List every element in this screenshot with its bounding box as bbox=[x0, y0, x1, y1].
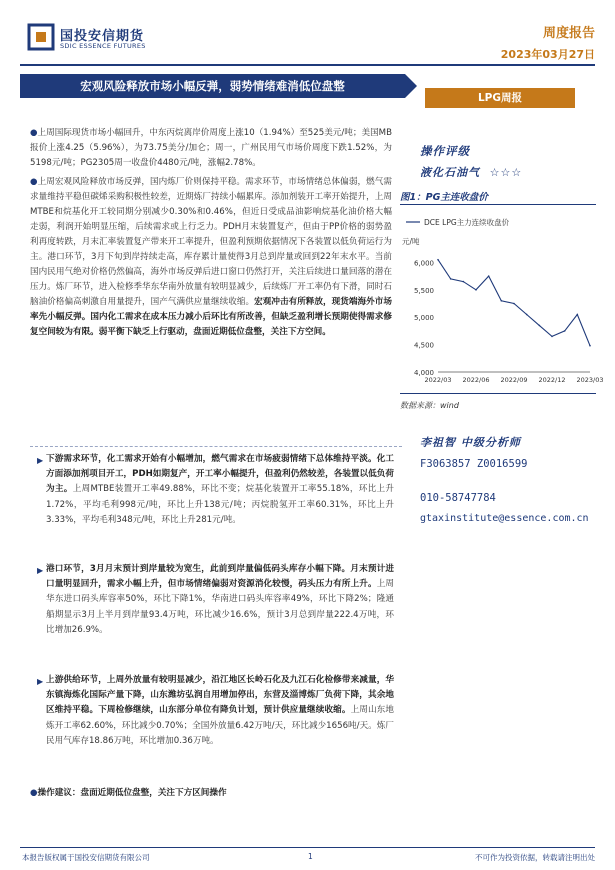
data-point bbox=[501, 300, 503, 302]
data-point bbox=[589, 345, 591, 347]
summary-section bbox=[30, 126, 392, 344]
x-tick-label: 2023/03 bbox=[576, 376, 604, 384]
analyst-registration: F3063857 Z0016599 bbox=[420, 458, 528, 470]
section-divider bbox=[30, 446, 402, 447]
page-number: 1 bbox=[308, 852, 313, 861]
data-point bbox=[577, 314, 579, 316]
data-point bbox=[463, 281, 465, 283]
report-date: 2023年03月27日 bbox=[500, 48, 595, 61]
analyst-name: 李祖智 中级分析师 bbox=[420, 436, 521, 449]
series-line bbox=[438, 260, 590, 346]
company-name-en: SDIC ESSENCE FUTURES bbox=[60, 42, 146, 50]
bullet-icon: ● bbox=[30, 788, 38, 798]
data-source: 数据来源：wind bbox=[400, 401, 459, 410]
x-tick-label: 2022/06 bbox=[462, 376, 490, 384]
figure-bottom-line bbox=[400, 393, 596, 394]
rating-item: 液化石油气 ☆☆☆ bbox=[420, 166, 523, 179]
section-supply: 上游供给环节，上周外放量有较明显减少，沿江地区长岭石化及九江石化检修带来减量，华东镇海炼化国际产量下降，山东潍坊弘润自用增加停出，东营及淄博炼厂负荷下降，其余地区维持平稳。下周检修继续，山东部分单位有降负计划，预计供应量继续收缩。上周山东地炼开工率62.60%，环比减少0.70%；全国外放量6.42万吨/天，环比减少1656吨/天。炼厂民用气库存18.86万吨，环比增加0.36万吨。 bbox=[46, 675, 394, 746]
triangle-bullet-icon: ▶ bbox=[37, 566, 44, 575]
triangle-bullet-icon: ▶ bbox=[37, 677, 44, 686]
section-port: 港口环节，3月月末预计到岸量较为宽生，此前到岸量偏低码头库存小幅下降。月末预计进口量明显回升，需求小幅上升，但市场情绪偏弱对资源消化较慢，码头压力有所上升。上周华东进口码头库容率50%，环比下降1%，华南进口码头库容率49%，环比下降2%；隆通船期显示3月上半月到岸量93.4万吨，环比减少16.6%，预计3月总到岸量222.4万吨，环比增加26.9%。 bbox=[46, 564, 394, 635]
report-tag: LPG周报 bbox=[425, 88, 575, 108]
figure-title: 图1：PG主连收盘价 bbox=[400, 192, 488, 203]
data-point bbox=[488, 275, 490, 277]
bullet-icon: ● bbox=[30, 128, 38, 138]
data-point bbox=[551, 336, 553, 338]
data-point bbox=[539, 325, 541, 327]
x-tick-label: 2022/09 bbox=[500, 376, 528, 384]
data-point bbox=[450, 278, 452, 280]
company-logo-icon bbox=[28, 24, 54, 50]
legend-label: DCE LPG主力连续收盘价 bbox=[424, 218, 510, 227]
y-tick-label: 4,000 bbox=[413, 369, 434, 377]
summary-paragraph: ●上周宏观风险释放市场反弹，国内炼厂价则保持平稳。需求环节，市场情绪总体偏弱，燃气需求量维持平稳但碳烯采购积极性较差，近期炼厂持续小幅累库。添加剂装开工率开始提升，上周MTBE和烷基化开工较同期分别减少0.30%和0.46%，但近日受成品油影响烷基化油价格大幅走弱，利润开始明显压缩，后续需求或上行乏力。PDH月末装置复产，但由于PP价格的弱势盈利再度转跌，月末汇率装置复产带来开工率提升，但盈利预期依据情况下各装置以低负荷运行为主。港口环节，3月下旬到岸持续走高，库存累计量使得3月总到岸量或回到22年末水平。当前国内民用气绝对价格仍然偏高，海外市场反弹后进口窗口仍然打开，关注后续进口量回落的潜在压力。炼厂环节，进入检修季华东华南外放量有较明显减少，后续炼厂开工率仍有下滑，同时石脑油价格偏高刺激自用量提升，国产气满供应量继续收缩。宏观冲击有所释放，现货端海外市场率先小幅反弹。国内化工需求在成本压力减小后环比有所改善，但缺乏盈利增长预期使得需求修复空间较为有限。弱平衡下缺乏上行驱动，盘面近期低位盘整，关注下方空间。 bbox=[30, 177, 392, 337]
report-type: 周度报告 bbox=[542, 26, 595, 41]
footer-divider bbox=[20, 847, 595, 848]
x-tick-label: 2022/12 bbox=[538, 376, 566, 384]
data-point bbox=[475, 289, 477, 291]
footer-copyright: 本报告版权属于国投安信期货有限公司 bbox=[22, 853, 150, 862]
y-tick-label: 4,500 bbox=[413, 341, 434, 350]
figure-top-line bbox=[400, 204, 596, 205]
analyst-phone: 010-58747784 bbox=[420, 492, 496, 504]
data-point bbox=[513, 303, 515, 305]
y-tick-label: 5,000 bbox=[413, 314, 434, 323]
footer-disclaimer: 不可作为投资依据，转载请注明出处 bbox=[475, 853, 595, 862]
report-title: 宏观风险释放市场小幅反弹，弱势情绪难消低位盘整 bbox=[20, 74, 405, 98]
header-divider bbox=[20, 64, 595, 66]
y-tick-label: 6,000 bbox=[413, 259, 434, 268]
data-point bbox=[526, 314, 528, 316]
company-name-cn: 国投安信期货 bbox=[60, 29, 145, 44]
x-tick-label: 2022/03 bbox=[424, 376, 452, 384]
y-tick-label: 5,500 bbox=[413, 286, 434, 295]
y-axis-label: 元/吨 bbox=[402, 237, 420, 246]
price-line-chart bbox=[398, 208, 604, 390]
summary-paragraph: ●上周国际现货市场小幅回升，中东丙烷离岸价周度上涨10（1.94%）至525美元/吨；美国MB报价上涨4.25（5.96%），为73.75美分/加仑；周一，广州民用气市场价周度下跌1.52%，为5198元/吨；PG2305周一收盘价4480元/吨，涨幅2.78%。 bbox=[30, 128, 392, 168]
operation-suggestion: ●操作建议：盘面近期低位盘整，关注下方区间操作 bbox=[30, 788, 227, 798]
analyst-email[interactable]: gtaxinstitute@essence.com.cn bbox=[420, 513, 589, 524]
data-point bbox=[437, 259, 439, 261]
triangle-bullet-icon: ▶ bbox=[37, 456, 44, 465]
rating-label: 操作评级 bbox=[420, 144, 470, 158]
section-demand: 下游需求环节，化工需求开始有小幅增加，燃气需求在市场疲弱情绪下总体维持平淡。化工方面添加剂项目开工，PDH如期复产，开工率小幅提升，但盈利仍然较差，各装置以低负荷为主。上周MTBE装置开工率49.88%，环比不变；烷基化装置开工率55.18%，环比上升1.72%，平均毛利998元/吨，环比上升138元/吨；丙烷脱氢开工率60.31%，环比上升3.33%，平均毛利348元/吨，环比上升281元/吨。 bbox=[46, 454, 394, 525]
bullet-icon: ● bbox=[30, 177, 38, 187]
data-point bbox=[564, 330, 566, 332]
rating-stars-icon: ☆☆☆ bbox=[489, 166, 523, 179]
